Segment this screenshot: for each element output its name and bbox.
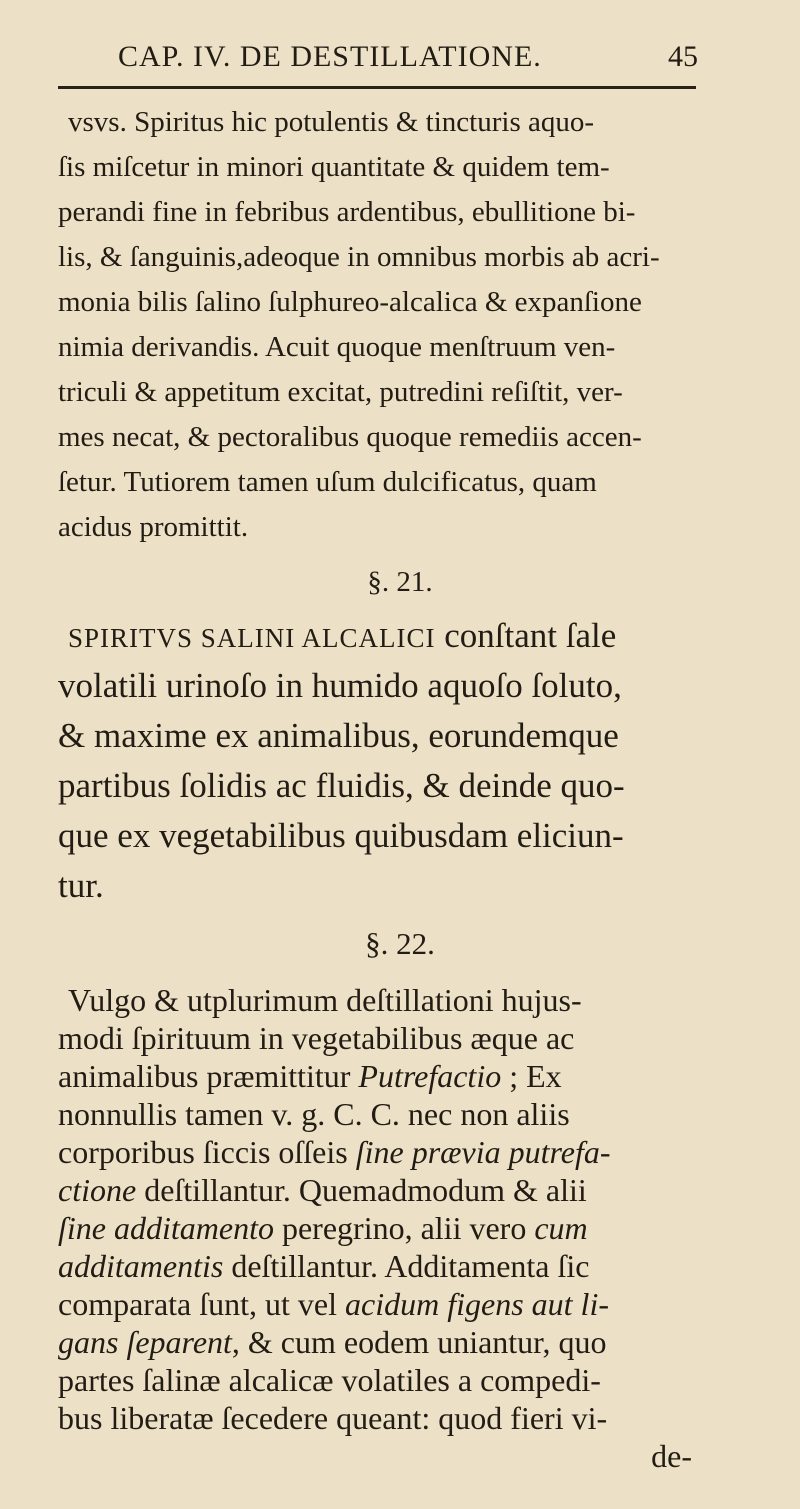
text-line: vsvs. Spiritus hic potulentis & tincturis aquo- xyxy=(68,106,595,138)
text-run: peregrino, alii vero xyxy=(273,1210,535,1246)
text-run: ; Ex xyxy=(501,1058,562,1094)
italic-run: ſine prævia putrefa- xyxy=(355,1134,611,1170)
catchword: de- xyxy=(651,1438,692,1474)
italic-run: ſine additamento xyxy=(58,1210,274,1246)
text-run: conſtant ſale xyxy=(435,616,617,655)
italic-run: Putrefactio xyxy=(358,1058,502,1094)
text-line: Vulgo & utplurimum deſtillationi hujus- xyxy=(68,982,582,1018)
text-line: lis, & ſanguinis,adeoque in omnibus morbis ab acri- xyxy=(58,241,660,273)
lead-smallcaps: SPIRITVS SALINI ALCALICI xyxy=(68,623,436,653)
text-line: triculi & appetitum excitat, putredini reſiſtit, ver- xyxy=(58,376,623,408)
text-line xyxy=(58,1136,611,1168)
text-run: comparata ſunt, ut vel xyxy=(58,1286,346,1322)
header-rule xyxy=(58,86,696,89)
text-line: nonnullis tamen v. g. C. C. nec non aliis xyxy=(58,1096,570,1132)
text-line: nimia derivandis. Acuit quoque menſtruum ven- xyxy=(58,331,616,363)
italic-run: acidum figens aut li- xyxy=(345,1286,609,1322)
text-line: modi ſpirituum in vegetabilibus æque ac xyxy=(58,1020,575,1056)
text-line: tur. xyxy=(58,866,104,905)
section-heading: §. 22. xyxy=(365,926,435,961)
text-line xyxy=(58,1250,589,1282)
text-run: corporibus ſiccis oſſeis xyxy=(58,1134,356,1170)
italic-run: additamentis xyxy=(58,1248,224,1284)
italic-run: ctione xyxy=(58,1172,137,1208)
text-line xyxy=(68,618,616,653)
italic-run: cum xyxy=(534,1210,588,1246)
text-line: volatili urinoſo in humido aquoſo ſoluto, xyxy=(58,666,622,705)
running-title: CAP. IV. DE DESTILLATIONE. xyxy=(118,40,542,73)
section-heading: §. 21. xyxy=(367,566,433,598)
text-line: perandi fine in febribus ardentibus, ebullitione bi- xyxy=(58,196,636,228)
text-line xyxy=(58,1174,587,1206)
text-run: deſtillantur. Additamenta ſic xyxy=(223,1248,590,1284)
text-line: ſis miſcetur in minori quantitate & quidem tem- xyxy=(58,151,610,183)
text-line xyxy=(58,1060,562,1092)
italic-run: gans ſeparent xyxy=(58,1324,232,1360)
text-line xyxy=(58,1212,588,1244)
text-line: mes necat, & pectoralibus quoque remediis accen- xyxy=(58,421,642,453)
text-run: deſtillantur. Quemadmodum & alii xyxy=(136,1172,587,1208)
text-line: bus liberatæ ſecedere queant: quod fieri vi- xyxy=(58,1400,608,1436)
text-run: , & cum eodem uniantur, quo xyxy=(231,1324,607,1360)
text-run: animalibus præmittitur xyxy=(58,1058,359,1094)
text-line xyxy=(58,1288,609,1320)
text-line xyxy=(58,1326,607,1358)
text-line: & maxime ex animalibus, eorundemque xyxy=(58,716,619,755)
running-head xyxy=(118,40,698,80)
text-line: acidus promittit. xyxy=(58,511,249,543)
text-line: ſetur. Tutiorem tamen uſum dulcificatus, quam xyxy=(58,466,597,498)
page-number: 45 xyxy=(668,40,698,73)
text-line: monia bilis ſalino ſulphureo-alcalica & expanſione xyxy=(58,286,642,318)
text-line: partibus ſolidis ac fluidis, & deinde quo- xyxy=(58,766,625,805)
text-line: que ex vegetabilibus quibusdam eliciun- xyxy=(58,816,624,855)
text-line: partes ſalinæ alcalicæ volatiles a compedi- xyxy=(58,1362,601,1398)
